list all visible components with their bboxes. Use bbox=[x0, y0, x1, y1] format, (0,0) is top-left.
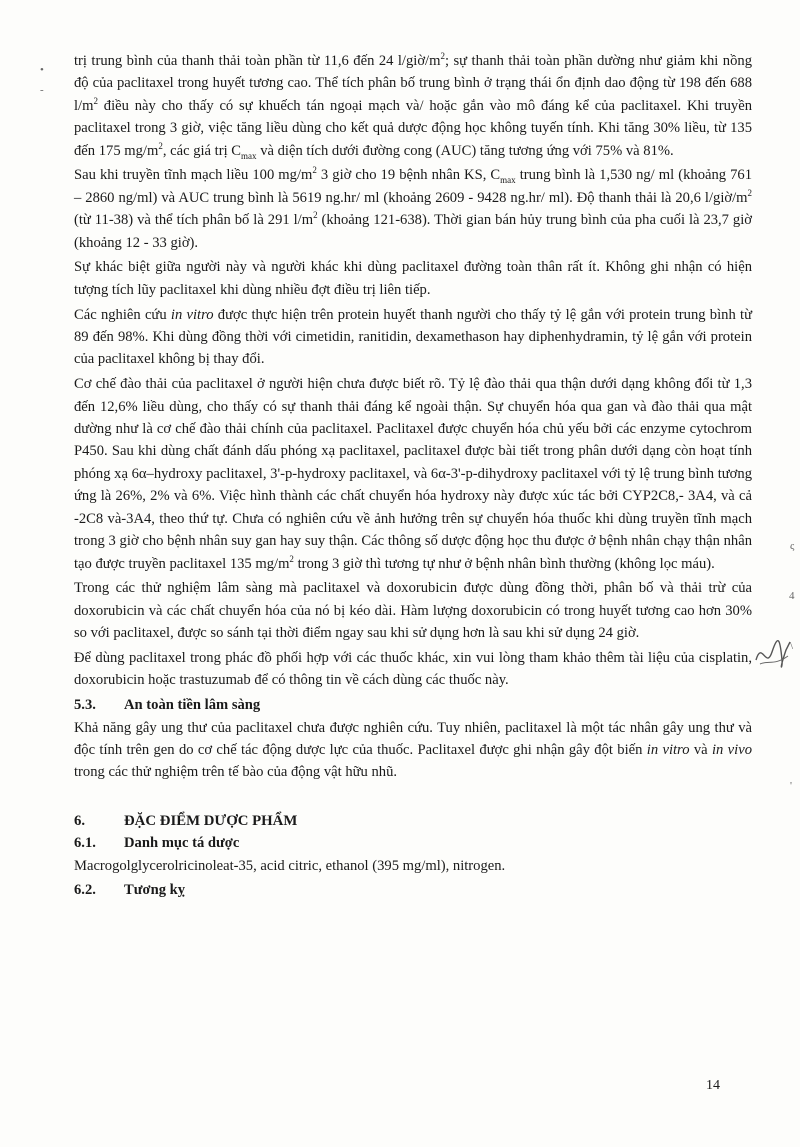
section-heading-6-1 bbox=[74, 832, 752, 854]
paragraph-doxorubicin: Trong các thử nghiệm lâm sàng mà paclitaxel và doxorubicin được dùng đồng thời, phân bố và thải trừ của doxorubicin và các chất chuyển hóa của nó bị kéo dài. Hàm lượng doxorubicin có trong huyết tương cao hơn 30% so với paclitaxel, được so sánh tại thời điểm ngay sau khi sử dụng hơn là sau khi sử dụng 24 giờ. bbox=[74, 580, 752, 642]
section-number: 6. bbox=[74, 812, 86, 829]
margin-dot: • bbox=[40, 64, 44, 76]
paragraph-protein-binding: Các nghiên cứu in vitro được thực hiện trên protein huyết thanh người cho thấy tỷ lệ gắn với protein trung bình từ 89 đến 98%. Khi dùng đồng thời với cimetidin, ranitidin, dexamethason hay diphenhydramin, tỷ lệ gắn với protein của paclitaxel không bị thay đổi. bbox=[74, 306, 752, 368]
paragraph-preclinical: Khả năng gây ung thư của paclitaxel chưa được nghiên cứu. Tuy nhiên, paclitaxel là một tác nhân gây ung thư và độc tính trên gen do cơ chế tác động dược lực của thuốc. Paclitaxel được ghi nhận gây đột biến in vitro và in vivo trong các thử nghiệm trên tế bào của động vật hữu nhũ. bbox=[74, 719, 752, 781]
section-number: 6.1. bbox=[74, 835, 96, 852]
paragraph-combination: Để dùng paclitaxel trong phác đồ phối hợp với các thuốc khác, xin vui lòng tham khảo thêm tài liệu của cisplatin, doxorubicin hoặc trastuzumab để có thông tin về cách dùng các thuốc này. bbox=[74, 649, 752, 689]
margin-mark: ς bbox=[790, 540, 795, 552]
section-title: Tương kỵ bbox=[124, 882, 186, 899]
section-title: ĐẶC ĐIỂM DƯỢC PHẨM bbox=[124, 812, 298, 829]
page-number: 14 bbox=[706, 1078, 720, 1093]
section-heading-6 bbox=[74, 810, 752, 832]
paragraph-variability: Sự khác biệt giữa người này và người khác khi dùng paclitaxel đường toàn thân rất ít. Không ghi nhận có hiện tượng tích lũy paclitaxel khi dùng nhiều đợt điều trị liên tiếp. bbox=[74, 259, 752, 298]
section-heading-6-2 bbox=[74, 879, 752, 901]
paragraph-elimination: Cơ chế đào thải của paclitaxel ở người hiện chưa được biết rõ. Tỷ lệ đào thải qua thận dưới dạng không đổi từ 1,3 đến 12,6% liều dùng, cho thấy có sự thanh thải đáng kể ngoài thận. Sự chuyển hóa qua gan và đào thải qua mật dường như là cơ chế đào thải chính của paclitaxel. Paclitaxel được chuyển hóa chủ yếu bởi các enzyme cytochrom P450. Sau khi dùng chất đánh dấu phóng xạ paclitaxel, paclitaxel được bài tiết trong phân dưới dạng còn hoạt tính phóng xạ 6α–hydroxy paclitaxel, 3'-p-hydroxy paclitaxel, và 6α-3'-p-dihydroxy paclitaxel với tỷ lệ trung bình tương ứng là 26%, 2% và 6%. Việc hình thành các chất chuyển hóa hydroxy này được xúc tác bởi CYP2C8,- 3A4, và cả -2C8 và-3A4, theo thứ tự. Chưa có nghiên cứu về ảnh hưởng trên sự chuyển hóa thuốc khi dùng truyền tĩnh mạch trong 3 giờ cho bệnh nhân suy gan hay suy thận. Các thông số dược động học thu được ở bệnh nhân chạy thận nhân tạo được truyền paclitaxel 135 $mg/m^2$ trong 3 giờ thì tương tự như ở bệnh nhân bình thường (không lọc máu). bbox=[74, 376, 752, 572]
section-number: 5.3. bbox=[74, 697, 96, 714]
margin-mark: 4 bbox=[789, 590, 795, 602]
paragraph-excipients: Macrogolglycerolricinoleat-35, acid citric, ethanol (395 mg/ml), nitrogen. bbox=[74, 857, 506, 874]
margin-mark: ' bbox=[790, 780, 792, 792]
handwritten-signature-icon bbox=[752, 630, 792, 680]
margin-dot: - bbox=[40, 84, 44, 96]
margin-mark: \ bbox=[790, 640, 794, 652]
paragraph-clearance: trị trung bình của thanh thải toàn phần từ 11,6 đến 24 $l/giờ/m^2$; sự thanh thải toàn phần dường như giảm khi nồng độ của paclitaxel trong huyết tương cao. Thể tích phân bố trung bình ở trạng thái ổn định dao động từ 198 đến 688 $l/m^2$ điều này cho thấy có sự khuếch tán ngoại mạch và/ hoặc gắn vào mô đáng kể của paclitaxel. Khi truyền paclitaxel trong 3 giờ, việc tăng liều dùng cho kết quả dược động học không tuyến tính. Khi tăng 30% liều, từ 135 đến 175 $mg/m^2$, các giá trị $C_{max}$ và diện tích dưới đường cong (AUC) tăng tương ứng với 75% và 81%. bbox=[74, 51, 752, 161]
section-heading-5-3 bbox=[74, 694, 752, 716]
section-title: An toàn tiền lâm sàng bbox=[124, 697, 261, 714]
paragraph-infusion: Sau khi truyền tĩnh mạch liều 100 $mg/m^2$ 3 giờ cho 19 bệnh nhân KS, $C_{max}$ trung bình là 1,530 ng/ ml (khoảng 761 – 2860 ng/ml) và AUC trung bình là 5619 ng.hr/ ml (khoảng 2609 - 9428 ng.hr/ ml). Độ thanh thải là 20,6 $l/giờ/m^2$ (từ 11-38) và thể tích phân bố là 291 $l/m^2$ (khoảng 121-638). Thời gian bán hủy trung bình của pha cuối là 23,7 giờ (khoảng 12 - 33 giờ). bbox=[74, 165, 753, 251]
section-number: 6.2. bbox=[74, 882, 96, 899]
section-title: Danh mục tá dược bbox=[124, 835, 240, 852]
page-body bbox=[74, 50, 752, 902]
